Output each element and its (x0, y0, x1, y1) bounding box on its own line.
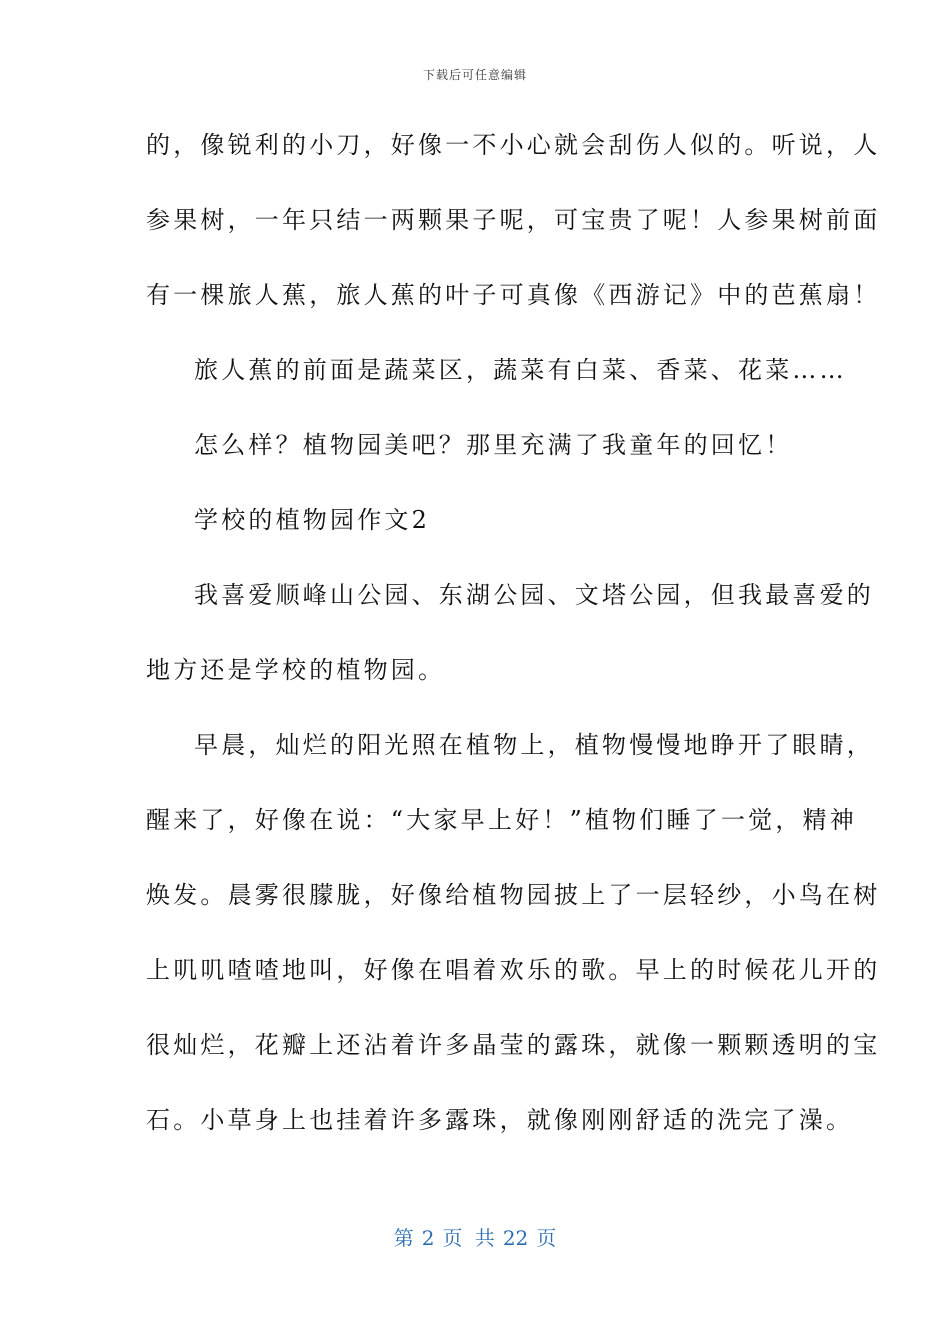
footer-middle: 页 共 (442, 1226, 495, 1250)
text-line-7: 我喜爱顺峰山公园、东湖公园、文塔公园，但我最喜爱的 (194, 581, 874, 609)
document-body (146, 124, 881, 1174)
page-header: 下载后可任意编辑 (422, 68, 527, 82)
footer-prefix: 第 (393, 1226, 414, 1250)
text-line-14: 石。小草身上也挂着许多露珠，就像刚刚舒适的洗完了澡。 (146, 1106, 854, 1134)
text-line-5: 怎么样？植物园美吧？那里充满了我童年的回忆！ (194, 431, 793, 459)
text-line-4: 旅人蕉的前面是蔬菜区，蔬菜有白菜、香菜、花菜…… (194, 356, 847, 384)
text-line-11: 焕发。晨雾很朦胧，好像给植物园披上了一层轻纱，小鸟在树 (146, 881, 881, 909)
text-line-2: 参果树，一年只结一两颗果子呢，可宝贵了呢！人参果树前面 (146, 206, 881, 234)
total-page-count: 22 (502, 1226, 529, 1250)
text-line-9: 早晨，灿烂的阳光照在植物上，植物慢慢地睁开了眼睛， (194, 731, 874, 759)
text-line-12: 上叽叽喳喳地叫，好像在唱着欢乐的歌。早上的时候花儿开的 (146, 956, 881, 984)
text-line-3: 有一棵旅人蕉，旅人蕉的叶子可真像《西游记》中的芭蕉扇！ (146, 281, 881, 309)
text-line-1: 的，像锐利的小刀，好像一不小心就会刮伤人似的。听说，人 (146, 131, 881, 159)
text-line-8: 地方还是学校的植物园。 (146, 656, 446, 684)
page-footer (0, 1222, 950, 1251)
footer-suffix: 页 (536, 1226, 557, 1250)
text-line-13: 很灿烂，花瓣上还沾着许多晶莹的露珠，就像一颗颗透明的宝 (146, 1031, 881, 1059)
essay-title: 学校的植物园作文2 (194, 506, 431, 534)
current-page-number: 2 (421, 1226, 435, 1250)
text-line-10: 醒来了，好像在说：“大家早上好！”植物们睡了一觉，精神 (146, 806, 857, 834)
